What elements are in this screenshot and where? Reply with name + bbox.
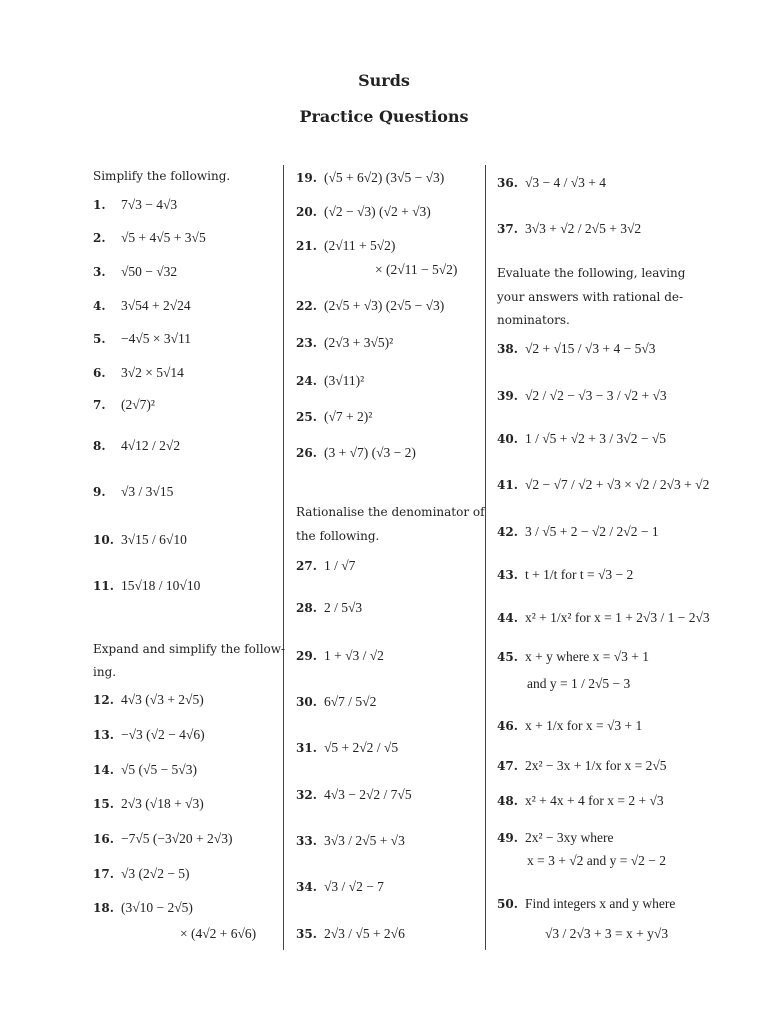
question-expression: 2√3 / √5 + 2√6: [324, 926, 405, 941]
question: [93, 397, 155, 413]
question: [93, 197, 177, 213]
question-expression: √50 − √32: [121, 264, 178, 279]
question-expression: x² + 4x + 4 for x = 2 + √3: [525, 793, 664, 808]
question-expression: 2 / 5√3: [324, 600, 363, 615]
question-number: 8.: [93, 439, 106, 453]
question-expression: (3 + √7) (√3 − 2): [324, 445, 416, 460]
question-expression: 3√3 + √2 / 2√5 + 3√2: [525, 221, 642, 236]
question-number: 24.: [296, 374, 317, 388]
question-number: 18.: [93, 901, 114, 915]
instruction-rationalise: Rationalise the denominator of: [296, 505, 485, 519]
question: [296, 879, 384, 895]
page-title: Surds: [358, 71, 410, 90]
question-continuation: × (4√2 + 6√6): [180, 926, 257, 941]
question: [296, 558, 355, 574]
question: [296, 445, 416, 461]
question-expression: √3 / √2 − 7: [324, 879, 384, 894]
question-number: 23.: [296, 336, 317, 350]
question: [93, 331, 191, 347]
question-number: 10.: [93, 533, 114, 547]
question: [93, 264, 177, 280]
question-number: 30.: [296, 695, 317, 709]
question: [296, 409, 372, 425]
question-expression: 1 / √5 + √2 + 3 / 3√2 − √5: [525, 431, 666, 446]
question-expression: x + y where x = √3 + 1: [525, 649, 649, 664]
column-divider: [283, 165, 284, 950]
question: [93, 866, 190, 882]
question: [497, 341, 655, 357]
question: [296, 833, 405, 849]
question-expression: 1 + √3 / √2: [324, 648, 384, 663]
question-continuation: x = 3 + √2 and y = √2 − 2: [527, 853, 667, 868]
question-number: 16.: [93, 832, 114, 846]
question-number: 33.: [296, 834, 317, 848]
question-number: 37.: [497, 222, 518, 236]
question: [93, 762, 197, 778]
question: [497, 896, 675, 912]
question-expression: √5 (√5 − 5√3): [121, 762, 197, 777]
question-expression: (√2 − √3) (√2 + √3): [324, 204, 431, 219]
question-number: 40.: [497, 432, 518, 446]
question-expression: (3√10 − 2√5): [121, 900, 193, 915]
question-expression: 3√3 / 2√5 + √3: [324, 833, 405, 848]
question: [497, 431, 666, 447]
question: [296, 170, 444, 186]
question-expression: 1 / √7: [324, 558, 356, 573]
question-expression: √3 − 4 / √3 + 4: [525, 175, 607, 190]
question-expression: √5 + 2√2 / √5: [324, 740, 399, 755]
question-number: 20.: [296, 205, 317, 219]
question: [296, 335, 393, 351]
question-number: 22.: [296, 299, 317, 313]
question-number: 11.: [93, 579, 114, 593]
question: [93, 831, 232, 847]
question: [497, 388, 667, 404]
question-expression: 4√12 / 2√2: [121, 438, 181, 453]
question-expression: (2√7)²: [121, 397, 155, 412]
instruction-simplify: Simplify the following.: [93, 169, 231, 183]
question: [497, 221, 641, 237]
question-expression: 2√3 (√18 + √3): [121, 796, 204, 811]
question-number: 26.: [296, 446, 317, 460]
question: [93, 298, 191, 314]
question: [93, 796, 204, 812]
question: [497, 793, 664, 809]
question-expression: 2x² − 3x + 1/x for x = 2√5: [525, 758, 667, 773]
question-number: 3.: [93, 265, 106, 279]
question-number: 45.: [497, 650, 518, 664]
question-expression: 6√7 / 5√2: [324, 694, 377, 709]
question-number: 4.: [93, 299, 106, 313]
question: [497, 649, 649, 665]
question-expression: 3√15 / 6√10: [121, 532, 187, 547]
question: [296, 694, 376, 710]
question-expression: (3√11)²: [324, 373, 365, 388]
question-expression: √2 − √7 / √2 + √3 × √2 / 2√3 + √2: [525, 477, 710, 492]
instruction-expand: ing.: [93, 665, 117, 679]
question-expression: 4√3 − 2√2 / 7√5: [324, 787, 412, 802]
question-expression: (√7 + 2)²: [324, 409, 373, 424]
question-number: 39.: [497, 389, 518, 403]
question: [296, 204, 431, 220]
instruction-expand: Expand and simplify the follow-: [93, 642, 286, 656]
question-number: 28.: [296, 601, 317, 615]
question-number: 49.: [497, 831, 518, 845]
question-number: 1.: [93, 198, 106, 212]
question: [296, 238, 395, 254]
question: [93, 532, 187, 548]
question: [497, 524, 659, 540]
question: [497, 830, 614, 846]
question-expression: 3√54 + 2√24: [121, 298, 191, 313]
question-expression: 7√3 − 4√3: [121, 197, 178, 212]
question-number: 41.: [497, 478, 518, 492]
question-number: 43.: [497, 568, 518, 582]
question-expression: t + 1/t for t = √3 − 2: [525, 567, 634, 582]
question: [296, 298, 444, 314]
question: [497, 718, 642, 734]
question-number: 9.: [93, 485, 106, 499]
question-number: 44.: [497, 611, 518, 625]
question: [296, 600, 362, 616]
question-expression: −√3 (√2 − 4√6): [121, 727, 205, 742]
question-number: 47.: [497, 759, 518, 773]
question-continuation: √3 / 2√3 + 3 = x + y√3: [545, 926, 669, 941]
question: [93, 230, 206, 246]
question-continuation: and y = 1 / 2√5 − 3: [527, 676, 631, 691]
instruction-evaluate: Evaluate the following, leaving: [497, 266, 686, 280]
question-expression: −7√5 (−3√20 + 2√3): [121, 831, 233, 846]
question-number: 14.: [93, 763, 114, 777]
question-expression: (2√3 + 3√5)²: [324, 335, 394, 350]
question-number: 36.: [497, 176, 518, 190]
question-number: 48.: [497, 794, 518, 808]
question-number: 5.: [93, 332, 106, 346]
question-expression: 3√2 × 5√14: [121, 365, 184, 380]
question-continuation: × (2√11 − 5√2): [375, 262, 458, 277]
question-expression: (√5 + 6√2) (3√5 − √3): [324, 170, 445, 185]
question-number: 17.: [93, 867, 114, 881]
question-number: 27.: [296, 559, 317, 573]
question: [497, 477, 709, 493]
question-expression: 3 / √5 + 2 − √2 / 2√2 − 1: [525, 524, 659, 539]
question-expression: 15√18 / 10√10: [121, 578, 201, 593]
question-expression: (2√11 + 5√2): [324, 238, 396, 253]
question-expression: √2 / √2 − √3 − 3 / √2 + √3: [525, 388, 667, 403]
question-expression: √5 + 4√5 + 3√5: [121, 230, 206, 245]
question: [296, 648, 384, 664]
question-number: 15.: [93, 797, 114, 811]
question: [93, 365, 184, 381]
question-expression: −4√5 × 3√11: [121, 331, 192, 346]
question-number: 38.: [497, 342, 518, 356]
instruction-rationalise: the following.: [296, 529, 380, 543]
question-number: 50.: [497, 897, 518, 911]
question-number: 32.: [296, 788, 317, 802]
question-number: 35.: [296, 927, 317, 941]
question-expression: x + 1/x for x = √3 + 1: [525, 718, 643, 733]
question-number: 12.: [93, 693, 114, 707]
question-number: 42.: [497, 525, 518, 539]
question-number: 2.: [93, 231, 106, 245]
question: [296, 740, 398, 756]
question: [497, 567, 633, 583]
question-number: 34.: [296, 880, 317, 894]
question-number: 13.: [93, 728, 114, 742]
question-expression: x² + 1/x² for x = 1 + 2√3 / 1 − 2√3: [525, 610, 710, 625]
question-expression: 4√3 (√3 + 2√5): [121, 692, 204, 707]
question: [93, 692, 204, 708]
question-number: 19.: [296, 171, 317, 185]
question-expression: √2 + √15 / √3 + 4 − 5√3: [525, 341, 656, 356]
instruction-evaluate: nominators.: [497, 313, 570, 327]
question-number: 29.: [296, 649, 317, 663]
instruction-evaluate: your answers with rational de-: [497, 290, 684, 304]
question: [497, 758, 667, 774]
question-number: 31.: [296, 741, 317, 755]
question-number: 6.: [93, 366, 106, 380]
question: [93, 578, 200, 594]
question-expression: √3 / 3√15: [121, 484, 174, 499]
question: [296, 787, 412, 803]
question-number: 21.: [296, 239, 317, 253]
question-expression: √3 (2√2 − 5): [121, 866, 190, 881]
question: [93, 727, 205, 743]
question: [93, 900, 193, 916]
question: [497, 175, 606, 191]
question: [296, 926, 405, 942]
question-number: 46.: [497, 719, 518, 733]
question: [497, 610, 710, 626]
page-subtitle: Practice Questions: [299, 107, 469, 126]
question-number: 25.: [296, 410, 317, 424]
question-expression: 2x² − 3xy where: [525, 830, 614, 845]
question: [296, 373, 364, 389]
question: [93, 484, 173, 500]
question-expression: (2√5 + √3) (2√5 − √3): [324, 298, 445, 313]
question-expression: Find integers x and y where: [525, 896, 676, 911]
question: [93, 438, 180, 454]
column-divider: [485, 165, 486, 950]
question-number: 7.: [93, 398, 106, 412]
